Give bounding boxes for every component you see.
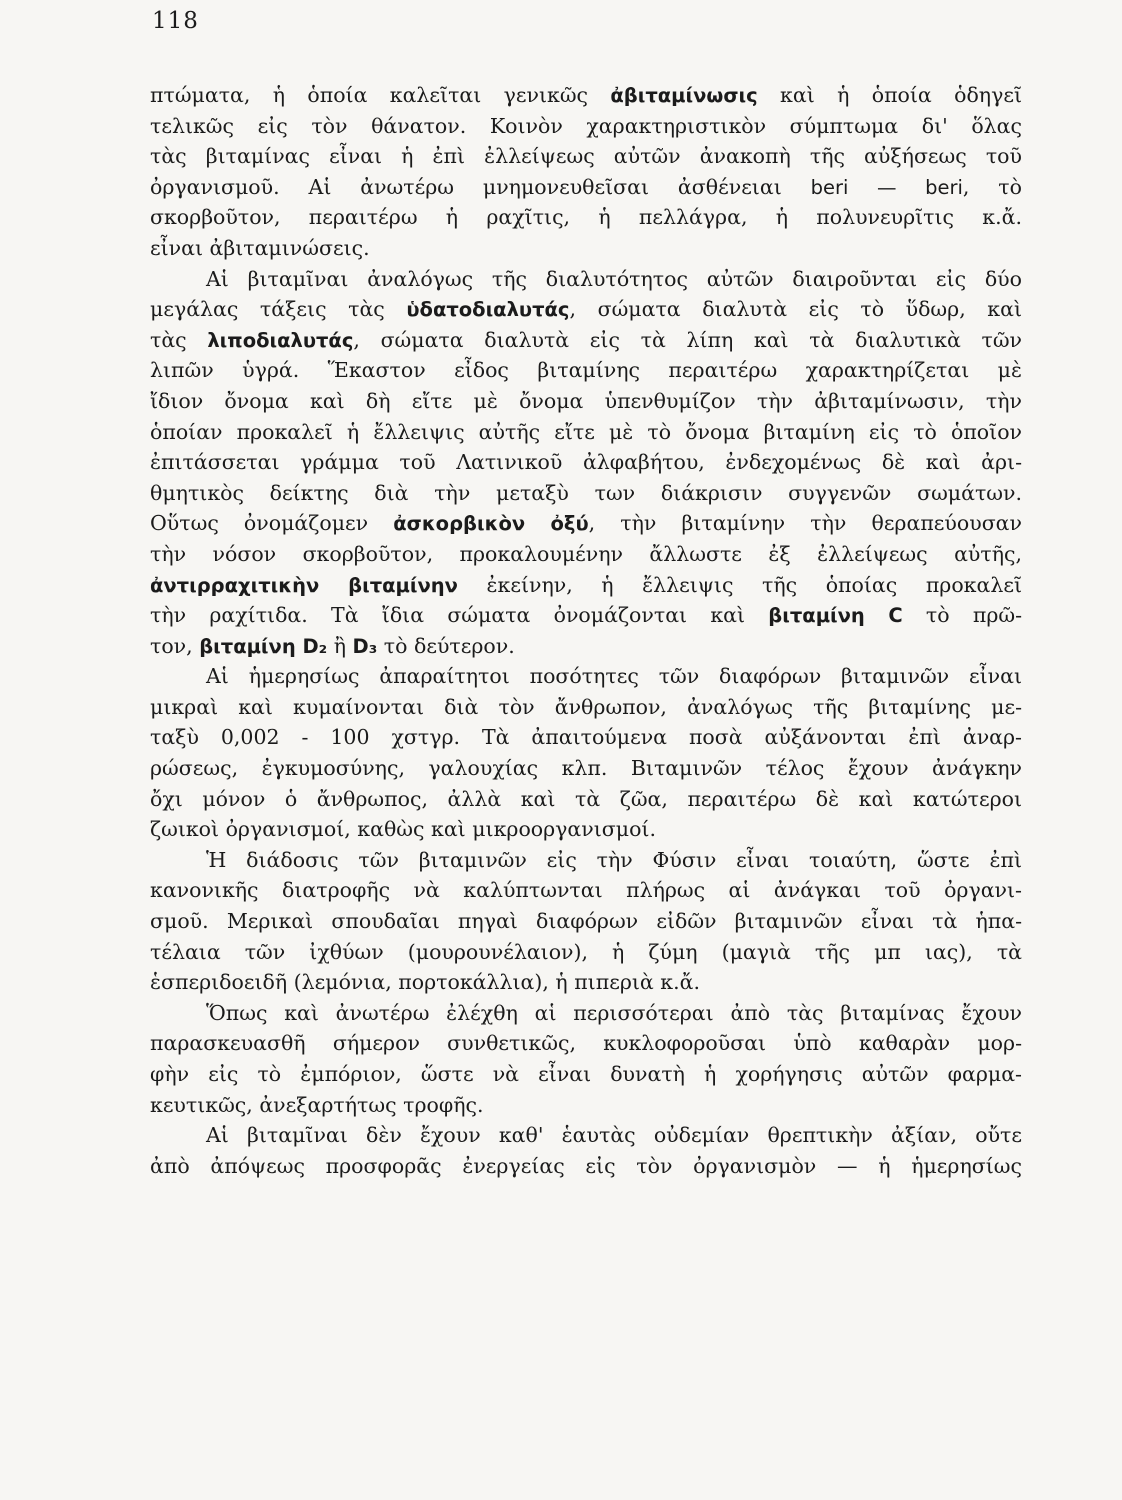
text-line: μικραὶ καὶ κυμαίνονται διὰ τὸν ἄνθρωπον, ἀναλόγως τῆς βιταμίνης με- (150, 694, 1022, 719)
text-line: θμητικὸς δείκτης διὰ τὴν μεταξὺ των διάκρισιν συγγενῶν σωμάτων. (150, 480, 1022, 505)
text-line: Αἱ ἡμερησίως ἀπαραίτητοι ποσότητες τῶν διαφόρων βιταμινῶν εἶναι (206, 664, 1022, 689)
text-line: σκορβοῦτον, περαιτέρω ἡ ραχῖτις, ἡ πελλάγρα, ἡ πολυνευρῖτις κ.ἄ. (150, 205, 1022, 230)
bold-term: βιταμίνη D₂ (199, 634, 328, 658)
text-line: Ὅπως καὶ ἀνωτέρω ἐλέχθη αἱ περισσότεραι ἀπὸ τὰς βιταμίνας ἔχουν (206, 1000, 1022, 1025)
text-line: ἀντιρραχιτικὴν βιταμίνην ἐκείνην, ἡ ἔλλειψις τῆς ὁποίας προκαλεῖ (150, 572, 1022, 597)
text-line: τον, βιταμίνη D₂ ἢ D₃ τὸ δεύτερον. (150, 633, 515, 658)
text-line: φὴν εἰς τὸ ἐμπόριον, ὥστε νὰ εἶναι δυνατὴ ἡ χορήγησις αὐτῶν φαρμα- (150, 1062, 1022, 1086)
body-text (150, 80, 1022, 1181)
text-line: τὰς λιποδιαλυτάς, σώματα διαλυτὰ εἰς τὰ λίπη καὶ τὰ διαλυτικὰ τῶν (150, 327, 1022, 352)
bold-term: ἀσκορβικὸν ὀξύ (393, 512, 589, 536)
text-line: κανονικῆς διατροφῆς νὰ καλύπτωνται πλήρως αἱ ἀνάγκαι τοῦ ὀργανι- (150, 878, 1022, 903)
text-line: ζωικοὶ ὀργανισμοί, καθὼς καὶ μικροοργανισμοί. (150, 817, 656, 842)
text-line: ἴδιον ὄνομα καὶ δὴ εἴτε μὲ ὄνομα ὑπενθυμίζον τὴν ἀβιταμίνωσιν, τὴν (150, 388, 1022, 413)
text-line: Οὕτως ὀνομάζομεν ἀσκορβικὸν ὀξύ, τὴν βιταμίνην τὴν θεραπεύουσαν (150, 511, 1022, 536)
bold-term: ἀντιρραχιτικὴν βιταμίνην (150, 573, 458, 597)
text-line: ἀπὸ ἀπόψεως προσφορᾶς ἐνεργείας εἰς τὸν ὀργανισμὸν — ἡ ἡμερησίως (150, 1153, 1022, 1178)
latin-term: beri — beri (810, 175, 963, 199)
text-line: ὄχι μόνον ὁ ἄνθρωπος, ἀλλὰ καὶ τὰ ζῶα, περαιτέρω δὲ καὶ κατώτεροι (150, 786, 1022, 811)
text-line: Αἱ βιταμῖναι ἀναλόγως τῆς διαλυτότητος αὐτῶν διαιροῦνται εἰς δύο (206, 266, 1022, 291)
bold-term: ἀβιταμίνωσις (610, 84, 758, 107)
text-line: ταξὺ 0,002 - 100 χστγρ. Τὰ ἀπαιτούμενα ποσὰ αὐξάνονται ἐπὶ ἀναρ- (150, 725, 1022, 750)
text-line: τελικῶς εἰς τὸν θάνατον. Κοινὸν χαρακτηριστικὸν σύμπτωμα δι' ὅλας (150, 113, 1022, 138)
text-line: ὀργανισμοῦ. Αἱ ἀνωτέρω μνημονευθεῖσαι ἀσθένειαι beri — beri, τὸ (150, 174, 1022, 199)
text-line: παρασκευασθῆ σήμερον συνθετικῶς, κυκλοφοροῦσαι ὑπὸ καθαρὰν μορ- (150, 1031, 1022, 1056)
text-line: σμοῦ. Μερικαὶ σπουδαῖαι πηγαὶ διαφόρων εἰδῶν βιταμινῶν εἶναι τὰ ἡπα- (150, 909, 1022, 934)
bold-term: D₃ (352, 634, 378, 658)
text-line: λιπῶν ὑγρά. Ἕκαστον εἶδος βιταμίνης περαιτέρω χαρακτηρίζεται μὲ (150, 358, 1022, 383)
text-line: τὴν νόσον σκορβοῦτον, προκαλουμένην ἄλλωστε ἐξ ἐλλείψεως αὐτῆς, (150, 541, 1022, 566)
text-line: ἑσπεριδοειδῆ (λεμόνια, πορτοκάλλια), ἡ πιπεριὰ κ.ἄ. (150, 970, 700, 995)
text-line: μεγάλας τάξεις τὰς ὑδατοδιαλυτάς, σώματα διαλυτὰ εἰς τὸ ὕδωρ, καὶ (150, 297, 1022, 322)
text-line: τέλαια τῶν ἰχθύων (μουρουνέλαιον), ἡ ζύμη (μαγιὰ τῆς μπ ιας), τὰ (150, 939, 1022, 964)
bold-term: βιταμίνη C (768, 604, 903, 628)
text-line: τὴν ραχίτιδα. Τὰ ἴδια σώματα ὀνομάζονται καὶ βιταμίνη C τὸ πρῶ- (150, 603, 1022, 628)
text-line: πτώματα, ἡ ὁποία καλεῖται γενικῶς ἀβιταμίνωσις καὶ ἡ ὁποία ὁδηγεῖ (150, 83, 1022, 107)
text-line: ρώσεως, ἐγκυμοσύνης, γαλουχίας κλπ. Βιταμινῶν τέλος ἔχουν ἀνάγκην (150, 756, 1022, 781)
bold-term: ὑδατοδιαλυτάς (406, 298, 570, 322)
page-number: 118 (152, 8, 199, 34)
text-line: τὰς βιταμίνας εἶναι ἡ ἐπὶ ἐλλείψεως αὐτῶν ἀνακοπὴ τῆς αὐξήσεως τοῦ (150, 144, 1022, 169)
text-line: εἶναι ἀβιταμινώσεις. (150, 235, 370, 260)
text-line: ὁποίαν προκαλεῖ ἡ ἔλλειψις αὐτῆς εἴτε μὲ τὸ ὄνομα βιταμίνη εἰς τὸ ὁποῖον (150, 419, 1022, 444)
text-line: Αἱ βιταμῖναι δὲν ἔχουν καθ' ἑαυτὰς οὐδεμίαν θρεπτικὴν ἀξίαν, οὔτε (206, 1123, 1022, 1148)
text-line: ἐπιτάσσεται γράμμα τοῦ Λατινικοῦ ἀλφαβήτου, ἐνδεχομένως δὲ καὶ ἀρι- (150, 450, 1022, 475)
text-line: κευτικῶς, ἀνεξαρτήτως τροφῆς. (150, 1092, 484, 1117)
text-line: Ἡ διάδοσις τῶν βιταμινῶν εἰς τὴν Φύσιν εἶναι τοιαύτη, ὥστε ἐπὶ (206, 847, 1022, 872)
bold-term: λιποδιαλυτάς (207, 328, 354, 352)
